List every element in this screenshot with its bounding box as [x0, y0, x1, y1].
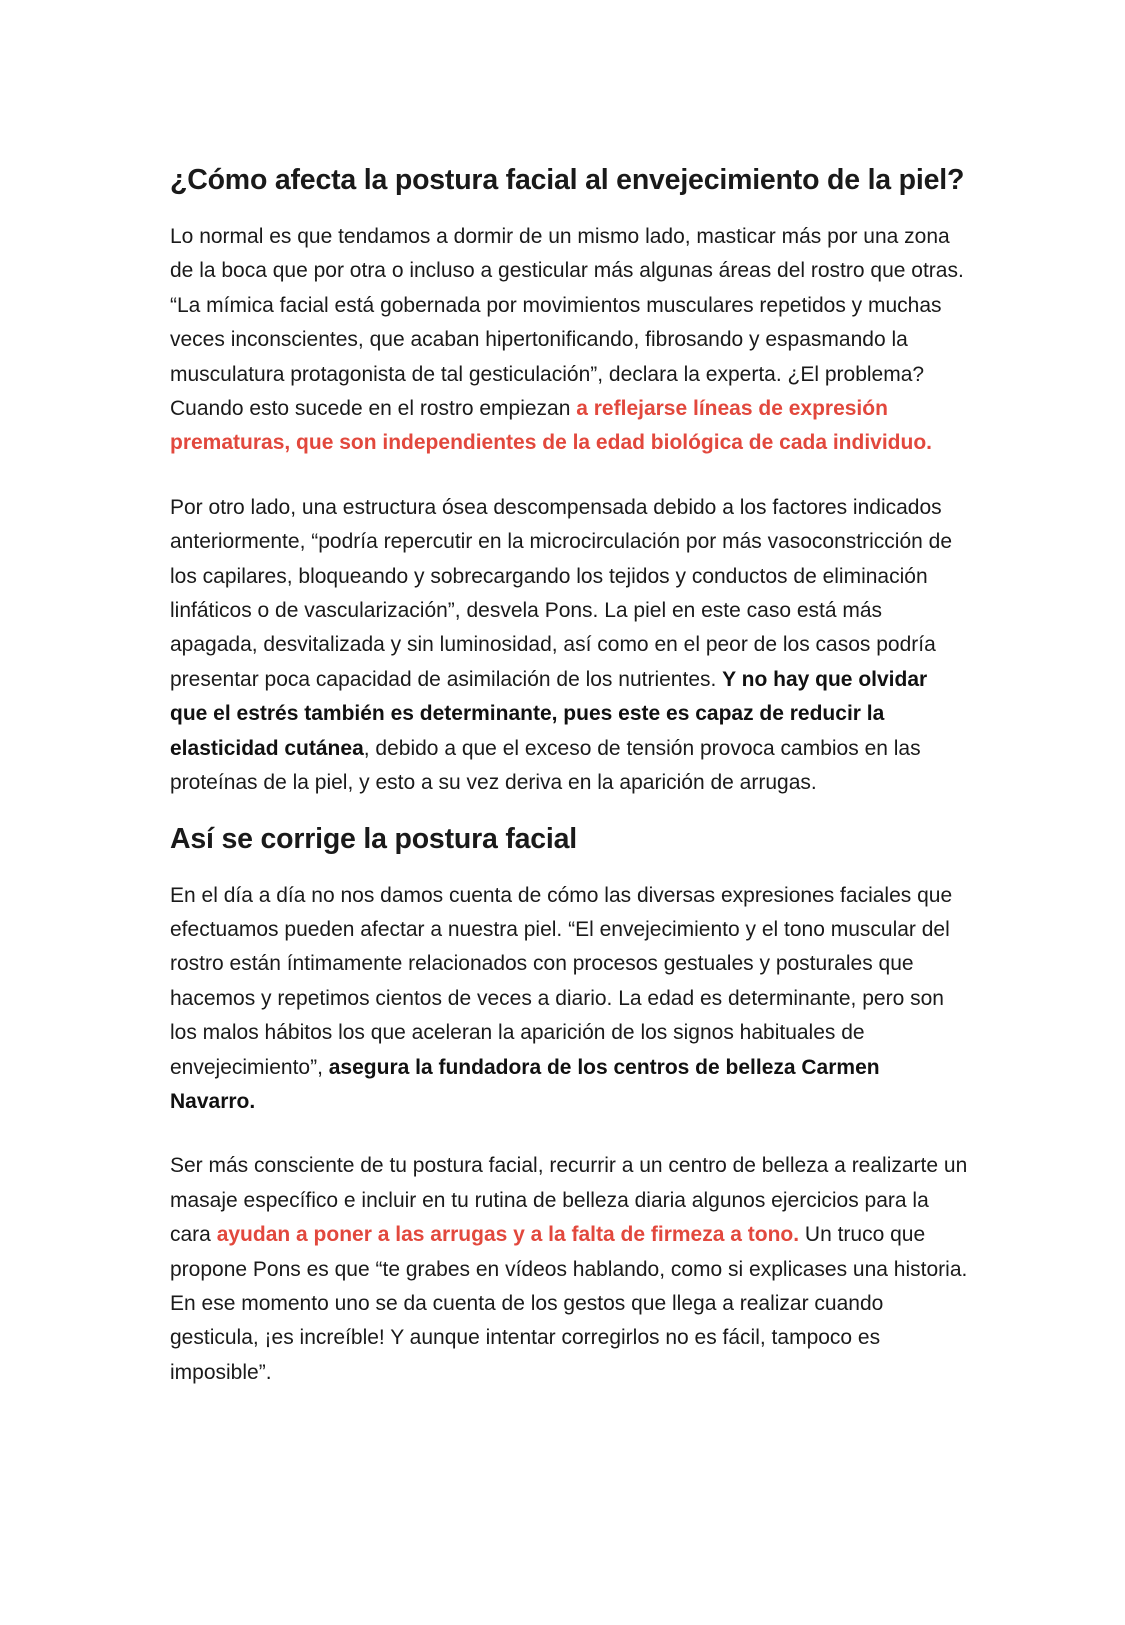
paragraph-daily-expressions	[170, 879, 970, 1120]
paragraph-text: Por otro lado, una estructura ósea descompensada debido a los factores indicados anteriormente, “podría repercutir en la microcirculación por más vasoconstricción de los capilares, bloqueando y sobrecargando los tejidos y conductos de eliminación linfáticos o de vascularización”, desvela Pons. La piel en este caso está más apagada, desvitalizada y sin luminosidad, así como en el peor de los casos podría presentar poca capacidad de asimilación de los nutrientes.	[170, 495, 953, 691]
paragraph-text: Lo normal es que tendamos a dormir de un mismo lado, masticar más por una zona de la boca que por otra o incluso a gesticular más algunas áreas del rostro que otras. “La mímica facial está gobernada por movimientos musculares repetidos y muchas veces inconscientes, que acaban hipertonificando, fibrosando y espasmando la musculatura protagonista de tal gesticulación”, declara la experta. ¿El problema? Cuando esto sucede en el rostro empiezan	[170, 225, 964, 421]
bold-text: asegura la fundadora de los centros de belleza Carmen Navarro.	[170, 1055, 880, 1113]
paragraph-bone-structure	[170, 491, 970, 801]
paragraph-text: En el día a día no nos damos cuenta de cómo las diversas expresiones faciales que efectuamos pueden afectar a nuestra piel. “El envejecimiento y el tono muscular del rostro están íntimamente relacionados con procesos gestuales y posturales que hacemos y repetimos cientos de veces a diario. La edad es determinante, pero son los malos hábitos los que aceleran la aparición de los signos habituales de envejecimiento”,	[170, 883, 953, 1079]
paragraph-text-after: Un truco que propone Pons es que “te grabes en vídeos hablando, como si explicases una historia. En ese momento uno se da cuenta de los gestos que llega a realizar cuando gesticula, ¡es increíble! Y aunque intentar corregirlos no es fácil, tampoco es imposible”.	[170, 1223, 968, 1384]
paragraph-awareness-tips	[170, 1149, 970, 1390]
highlighted-text: a reflejarse líneas de expresión prematuras, que son independientes de la edad biológica de cada individuo.	[170, 397, 932, 455]
paragraph-text: Ser más consciente de tu postura facial, recurrir a un centro de belleza a realizarte un masaje específico e incluir en tu rutina de belleza diaria algunos ejercicios para la cara	[170, 1154, 968, 1247]
section-heading-correct-posture: Así se corrige la postura facial	[170, 822, 578, 855]
paragraph-text-after: , debido a que el exceso de tensión provoca cambios en las proteínas de la piel, y esto a su vez deriva en la aparición de arrugas.	[170, 736, 921, 795]
article-body	[170, 160, 970, 1390]
paragraph-sleep-habits	[170, 220, 970, 461]
highlighted-text: ayudan a poner a las arrugas y a la falta de firmeza a tono.	[216, 1223, 800, 1247]
section-heading-posture-aging: ¿Cómo afecta la postura facial al envejecimiento de la piel?	[170, 164, 965, 196]
bold-text: Y no hay que olvidar que el estrés también es determinante, pues este es capaz de reducir la elasticidad cutánea	[170, 667, 928, 760]
